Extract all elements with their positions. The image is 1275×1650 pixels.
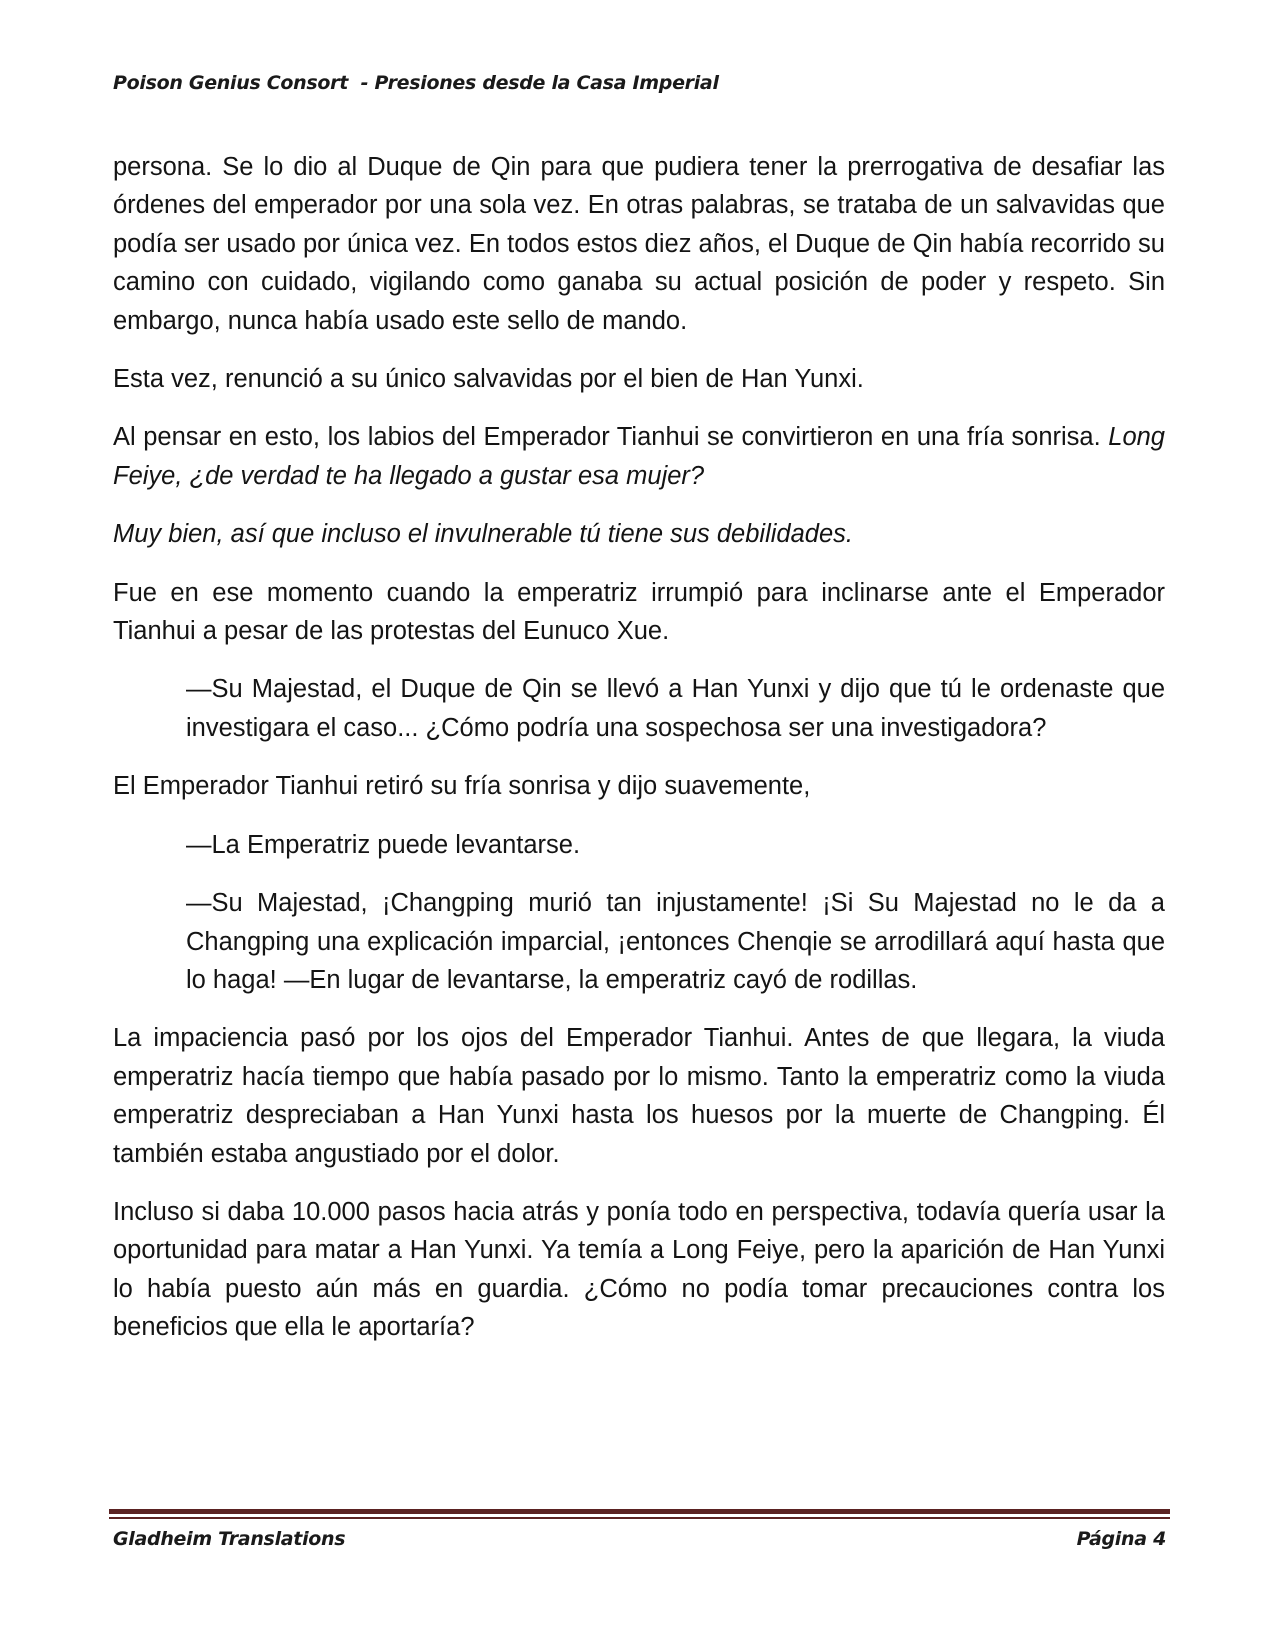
paragraph-3-text: Al pensar en esto, los labios del Emperador Tianhui se convirtieron en una fría sonrisa. [113,423,1109,452]
page-header: Poison Genius Consort - Presiones desde la Casa Imperial [113,72,719,94]
dialogue-1: —Su Majestad, el Duque de Qin se llevó a Han Yunxi y dijo que tú le ordenaste que investigara el caso... ¿Cómo podría una sospechosa ser una investigadora? [186,675,1165,742]
paragraph-10: La impaciencia pasó por los ojos del Emperador Tianhui. Antes de que llegara, la viuda emperatriz hacía tiempo que había pasado por lo mismo. Tanto la emperatriz como la viuda emperatriz despreciaban a Han Yunxi hasta los huesos por la muerte de Changping. Él también estaba angustiado por el dolor. [113,1024,1165,1168]
paragraph-11: Incluso si daba 10.000 pasos hacia atrás y ponía todo en perspectiva, todavía quería usar la oportunidad para matar a Han Yunxi. Ya temía a Long Feiye, pero la aparición de Han Yunxi lo había puesto aún más en guardia. ¿Cómo no podía tomar precauciones contra los beneficios que ella le aportaría? [113,1197,1165,1342]
paragraph-2: Esta vez, renunció a su único salvavidas por el bien de Han Yunxi. [113,365,864,394]
dialogue-2: —La Emperatriz puede levantarse. [186,830,581,859]
paragraph-3 [113,418,1165,495]
footer-divider-thin [109,1517,1170,1519]
footer-credit: Gladheim Translations [113,1528,346,1550]
dialogue-3: —Su Majestad, ¡Changping murió tan injustamente! ¡Si Su Majestad no le da a Changping una explicación imparcial, ¡entonces Chenqie se arrodillará aquí hasta que lo haga! —En lugar de levantarse, la emperatriz cayó de rodillas. [186,889,1165,994]
page-number: Página 4 [1076,1528,1166,1550]
paragraph-3-thought: Long Feiye, ¿de verdad te ha llegado a gustar esa mujer? [113,423,1165,490]
paragraph-7: El Emperador Tianhui retiró su fría sonrisa y dijo suavemente, [113,772,811,801]
footer-divider-thick [109,1509,1170,1514]
paragraph-1: persona. Se lo dio al Duque de Qin para que pudiera tener la prerrogativa de desafiar las órdenes del emperador por una sola vez. En otras palabras, se trataba de un salvavidas que podía ser usado por única vez. En todos estos diez años, el Duque de Qin había recorrido su camino con cuidado, vigilando como ganaba su actual posición de poder y respeto. Sin embargo, nunca había usado este sello de mando. [113,153,1165,335]
paragraph-4-thought: Muy bien, así que incluso el invulnerable tú tiene sus debilidades. [113,520,853,549]
page-body [113,148,1165,1367]
paragraph-5: Fue en ese momento cuando la emperatriz irrumpió para inclinarse ante el Emperador Tianhui a pesar de las protestas del Eunuco Xue. [113,578,1165,646]
